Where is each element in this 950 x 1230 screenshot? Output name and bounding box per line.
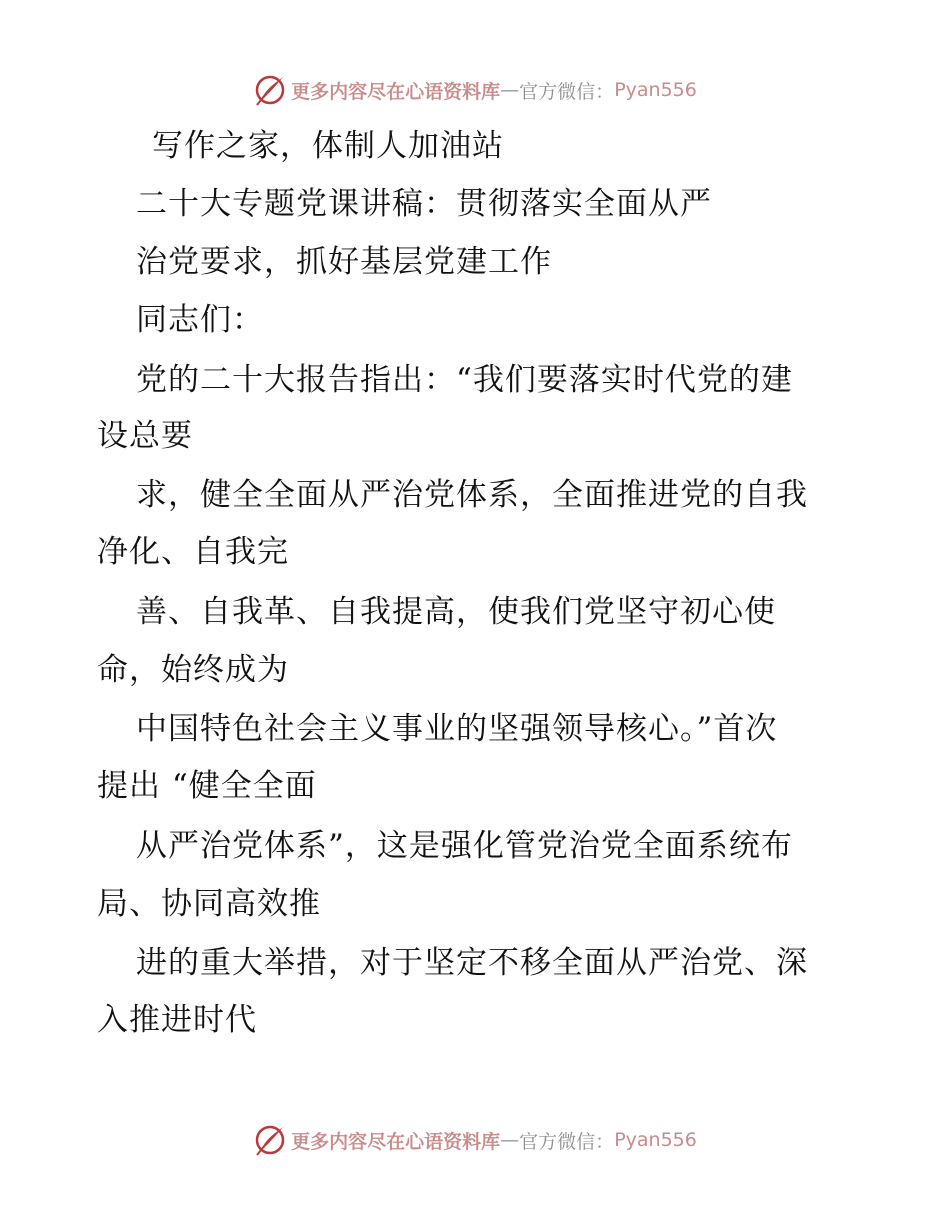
doc-paragraph-line: 设总要 (97, 418, 193, 454)
watermark-wechat-id: Pyan556 (614, 79, 697, 101)
doc-paragraph-line: 从严治党体系”，这是强化管党治党全面系统布 (136, 828, 793, 864)
doc-paragraph-line: 求，健全全面从严治党体系，全面推进党的自我 (136, 477, 808, 513)
doc-site-title: 写作之家，体制人加油站 (152, 128, 504, 164)
doc-paragraph-line: 局、协同高效推 (97, 886, 321, 922)
watermark-wechat-id: Pyan556 (614, 1129, 697, 1151)
doc-salutation: 同志们： (136, 302, 264, 338)
doc-title-line-2: 治党要求，抓好基层党建工作 (136, 244, 552, 280)
doc-paragraph-line: 党的二十大报告指出：“我们要落实时代党的建 (136, 362, 793, 398)
watermark-main-text: 更多内容尽在心语资料库 (291, 1130, 501, 1153)
doc-paragraph-line: 善、自我革、自我提高，使我们党坚守初心使 (136, 594, 776, 630)
watermark-sub-text: 官方微信： (519, 80, 615, 103)
watermark-main-text: 更多内容尽在心语资料库 (291, 80, 501, 103)
watermark-sub-text: 官方微信： (519, 1130, 615, 1153)
footer-watermark (0, 1120, 950, 1160)
doc-paragraph-line: 命，始终成为 (97, 652, 289, 688)
watermark-dash: — (500, 79, 520, 101)
doc-paragraph-line: 进的重大举措，对于坚定不移全面从严治党、深 (136, 945, 808, 981)
doc-paragraph-line: 提出 “健全全面 (97, 768, 317, 804)
doc-title-line-1: 二十大专题党课讲稿：贯彻落实全面从严 (136, 186, 712, 222)
quill-logo-icon (253, 73, 287, 107)
watermark-dash: — (500, 1129, 520, 1151)
doc-paragraph-line: 入推进时代 (97, 1002, 257, 1038)
quill-logo-icon (253, 1123, 287, 1157)
doc-paragraph-line: 中国特色社会主义事业的坚强领导核心。”首次 (136, 711, 778, 747)
header-watermark (0, 70, 950, 110)
doc-paragraph-line: 净化、自我完 (97, 534, 289, 570)
